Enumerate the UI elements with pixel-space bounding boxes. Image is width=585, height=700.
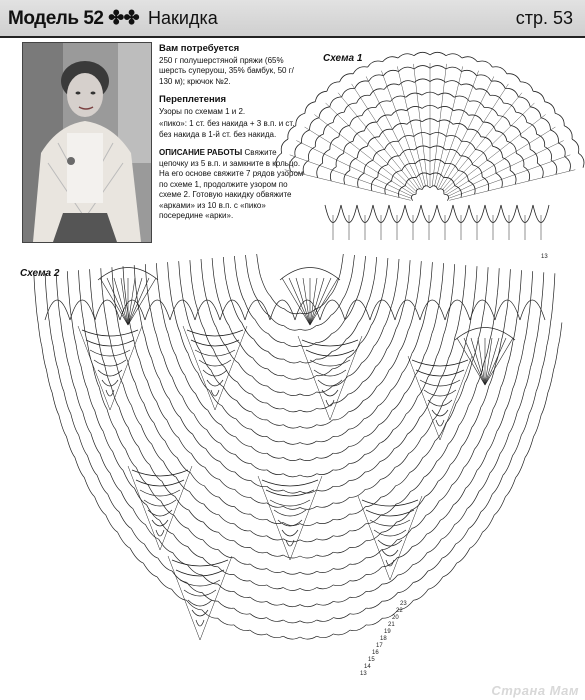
scheme-1-diagram <box>276 52 584 240</box>
scheme-2-row-number: 15 <box>368 657 375 663</box>
scheme-2-row-number: 14 <box>364 664 371 670</box>
materials-heading: Вам потребуется <box>159 43 240 54</box>
scheme-2-row-number: 18 <box>380 636 387 642</box>
instructions-text: Свяжите цепочку из 5 в.п. и замкните в кольцо. На его основе свяжите 7 рядов узором по схеме 1, продолжите узором по схеме 2. Готовую накидку обвяжите «арками» из 10 в.п. с «пико» посередине «арки». <box>159 148 304 220</box>
instructions-heading: ОПИСАНИЕ РАБОТЫ <box>159 148 243 157</box>
scheme-2-row-number: 17 <box>376 643 383 649</box>
scheme-1-row-number: 13 <box>541 254 548 260</box>
scheme-2-row-number: 22 <box>396 608 403 614</box>
materials-text: 250 г полушерстяной пряжи (65% шерсть суперуош, 35% бамбук, 50 г/ 130 м); крючок №2. <box>159 55 294 86</box>
watermark: Страна Мам <box>491 683 579 698</box>
ornament-icon: ✤✤ <box>108 8 140 29</box>
page-number: стр. 53 <box>515 8 573 28</box>
scheme-2-row-number: 13 <box>360 671 367 677</box>
page-title: Накидка <box>148 8 218 28</box>
scheme-2-row-number: 21 <box>388 622 395 628</box>
scheme-2-row-number: 16 <box>372 650 379 656</box>
stitches-text-2: «пико»: 1 ст. без накида + 3 в.п. и ст. без накида в 1-й ст. без накида. <box>159 119 295 139</box>
stitches-text-1: Узоры по схемам 1 и 2. <box>159 106 246 116</box>
model-number: Модель 52 ✤✤ <box>8 8 140 29</box>
scheme-2-row-number: 19 <box>384 629 391 635</box>
scheme-2-row-number: 20 <box>392 615 399 621</box>
scheme-1-label: Схема 1 <box>323 53 363 64</box>
scheme-2-diagram <box>34 254 562 640</box>
stitches-heading: Переплетения <box>159 94 227 105</box>
scheme-2-row-number: 23 <box>400 601 407 607</box>
scheme-2-label: Схема 2 <box>20 268 60 279</box>
